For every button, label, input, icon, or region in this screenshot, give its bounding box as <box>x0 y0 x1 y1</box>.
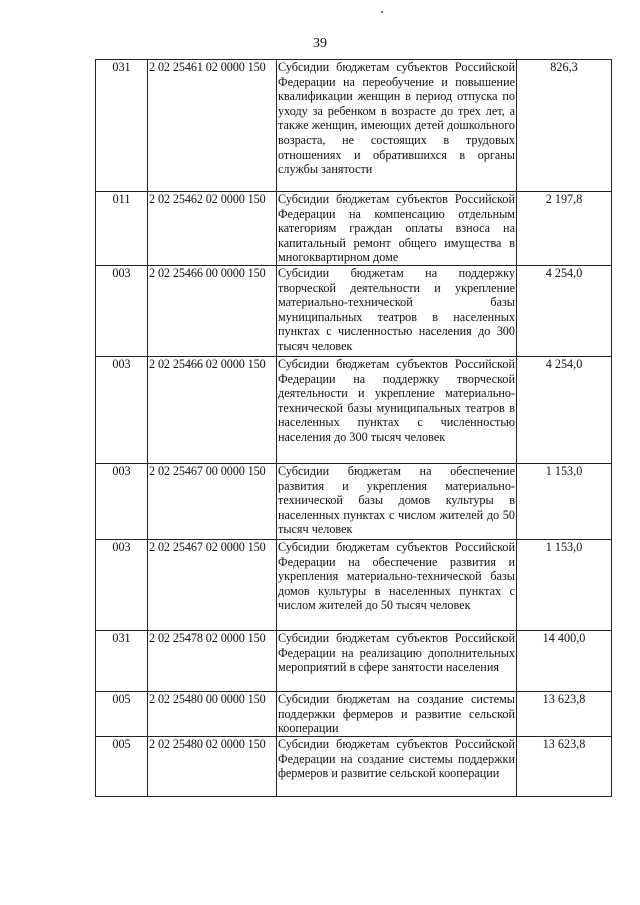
budget-code-cell: 2 02 25466 00 0000 150 <box>148 266 277 357</box>
description-cell: Субсидии бюджетам на создание системы поддержки фермеров и развитие сельской кооперации <box>278 692 515 736</box>
table-row <box>96 266 612 357</box>
description-cell: Субсидии бюджетам субъектов Российской Федерации на обеспечение развития и укрепления материально-технической базы домов культуры в населенных пунктах с числом жителей до 50 тысяч человек <box>277 540 517 631</box>
amount-cell: 1 153,0 <box>517 540 612 631</box>
table-row <box>96 737 612 797</box>
description-cell: Субсидии бюджетам субъектов Российской Федерации на компенсацию отдельным категориям граждан оплаты взноса на капитальный ремонт общего имущества в многоквартирном доме <box>278 192 515 265</box>
admin-code-cell: 031 <box>96 60 148 192</box>
description-cell: Субсидии бюджетам субъектов Российской Федерации на переобучение и повышение квалификации женщин в период отпуска по уходу за ребенком в возрасте до трех лет, а также женщин, имеющих детей дошкольного возраста, не состоящих в трудовых отношениях и обратившихся в органы службы занятости <box>277 60 517 192</box>
amount-cell: 13 623,8 <box>517 692 612 737</box>
admin-code-cell: 031 <box>96 631 148 692</box>
budget-code-cell: 2 02 25480 00 0000 150 <box>148 692 277 737</box>
table-row <box>96 631 612 692</box>
table-row <box>96 357 612 464</box>
budget-code-cell: 2 02 25480 02 0000 150 <box>148 737 277 797</box>
description-cell: Субсидии бюджетам субъектов Российской Федерации на реализацию дополнительных мероприятий в сфере занятости населения <box>277 631 517 692</box>
amount-cell: 14 400,0 <box>517 631 612 692</box>
scan-speck <box>381 11 383 13</box>
table-row <box>96 692 612 737</box>
budget-code-cell: 2 02 25461 02 0000 150 <box>148 60 277 192</box>
table-row <box>96 464 612 540</box>
amount-cell: 13 623,8 <box>517 737 612 797</box>
table-row <box>96 540 612 631</box>
amount-cell: 4 254,0 <box>517 357 612 464</box>
amount-cell: 1 153,0 <box>517 464 612 540</box>
amount-cell: 826,3 <box>517 60 612 192</box>
budget-code-cell: 2 02 25467 00 0000 150 <box>148 464 277 540</box>
admin-code-cell: 011 <box>96 192 148 266</box>
description-cell: Субсидии бюджетам на поддержку творческой деятельности и укрепление материально-технической базы муниципальных театров в населенных пунктах с численностью населения до 300 тысяч человек <box>277 266 517 357</box>
budget-table <box>95 59 612 797</box>
admin-code-cell: 003 <box>96 266 148 357</box>
table-row <box>96 60 612 192</box>
table-row <box>96 192 612 266</box>
budget-code-cell: 2 02 25466 02 0000 150 <box>148 357 277 464</box>
description-cell: Субсидии бюджетам на обеспечение развития и укрепления материально-технической базы домов культуры в населенных пунктах с числом жителей до 50 тысяч человек <box>277 464 517 540</box>
page-number: 39 <box>313 36 327 51</box>
description-cell: Субсидии бюджетам субъектов Российской Федерации на поддержку творческой деятельности и укрепление материально-технической базы муниципальных театров в населенных пунктах с численностью населения до 300 тысяч человек <box>277 357 517 464</box>
admin-code-cell: 003 <box>96 540 148 631</box>
budget-code-cell: 2 02 25467 02 0000 150 <box>148 540 277 631</box>
admin-code-cell: 003 <box>96 464 148 540</box>
budget-code-cell: 2 02 25478 02 0000 150 <box>148 631 277 692</box>
budget-code-cell: 2 02 25462 02 0000 150 <box>148 192 277 266</box>
amount-cell: 2 197,8 <box>517 192 612 266</box>
amount-cell: 4 254,0 <box>517 266 612 357</box>
admin-code-cell: 005 <box>96 692 148 737</box>
admin-code-cell: 005 <box>96 737 148 797</box>
description-cell: Субсидии бюджетам субъектов Российской Федерации на создание системы поддержки фермеров и развитие сельской кооперации <box>277 737 517 797</box>
admin-code-cell: 003 <box>96 357 148 464</box>
